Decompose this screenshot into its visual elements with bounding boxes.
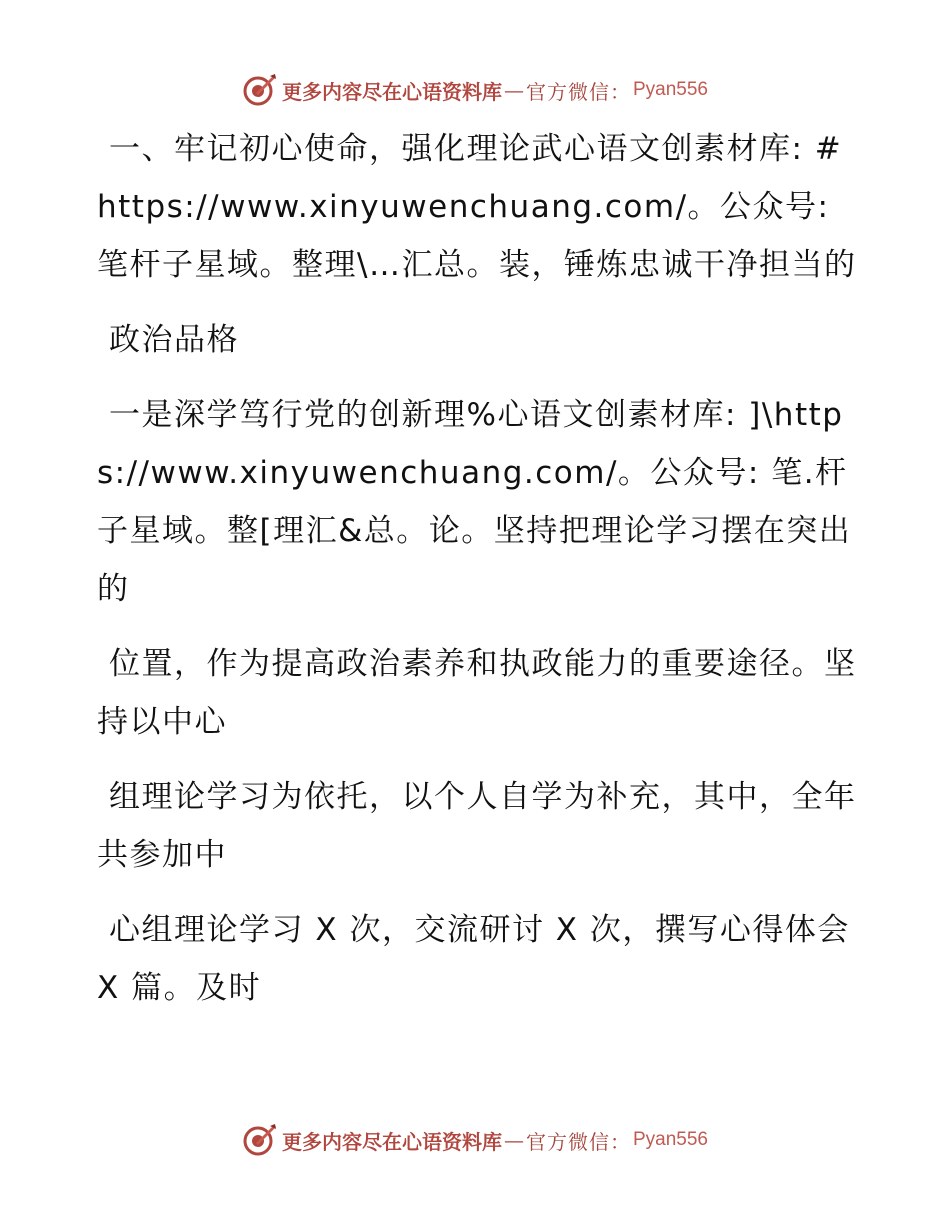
banner-account-id: Pyan556 (632, 79, 708, 100)
paragraph-2: 政治品格 (109, 322, 239, 358)
banner-dash: — (503, 78, 524, 102)
banner-dash: — (503, 1128, 524, 1152)
paragraph-3: 一是深学笃行党的创新理%心语文创素材库: ]\https://www.xinyuwenchuang.com/。公众号: 笔.杆子星域。整[理汇&总。论。坚持把理论学习摆在突出的 (97, 397, 852, 607)
banner-wechat-label: 官方微信： (525, 1129, 631, 1154)
banner-brand-text: 更多内容尽在心语资料库 (281, 79, 502, 104)
paragraph-1: 一、牢记初心使命，强化理论武心语文创素材库: #https://www.xinyuwenchuang.com/。公众号: 笔杆子星域。整理\…汇总。装，锤炼忠诚干净担当的 (97, 131, 857, 283)
footer-watermark-banner (0, 1120, 950, 1160)
banner-brand-text: 更多内容尽在心语资料库 (281, 1129, 502, 1154)
banner-account-id: Pyan556 (632, 1129, 708, 1150)
pen-logo-icon (242, 1122, 278, 1158)
banner-wechat-label: 官方微信： (525, 79, 631, 104)
paragraph-4: 位置，作为提高政治素养和执政能力的重要途径。坚持以中心 (97, 646, 857, 740)
document-body (97, 120, 857, 1017)
pen-logo-icon (242, 72, 278, 108)
header-watermark-banner (0, 70, 950, 110)
paragraph-5: 组理论学习为依托，以个人自学为补充，其中，全年共参加中 (97, 779, 857, 873)
paragraph-6: 心组理论学习 X 次，交流研讨 X 次，撰写心得体会 X 篇。及时 (97, 912, 850, 1006)
